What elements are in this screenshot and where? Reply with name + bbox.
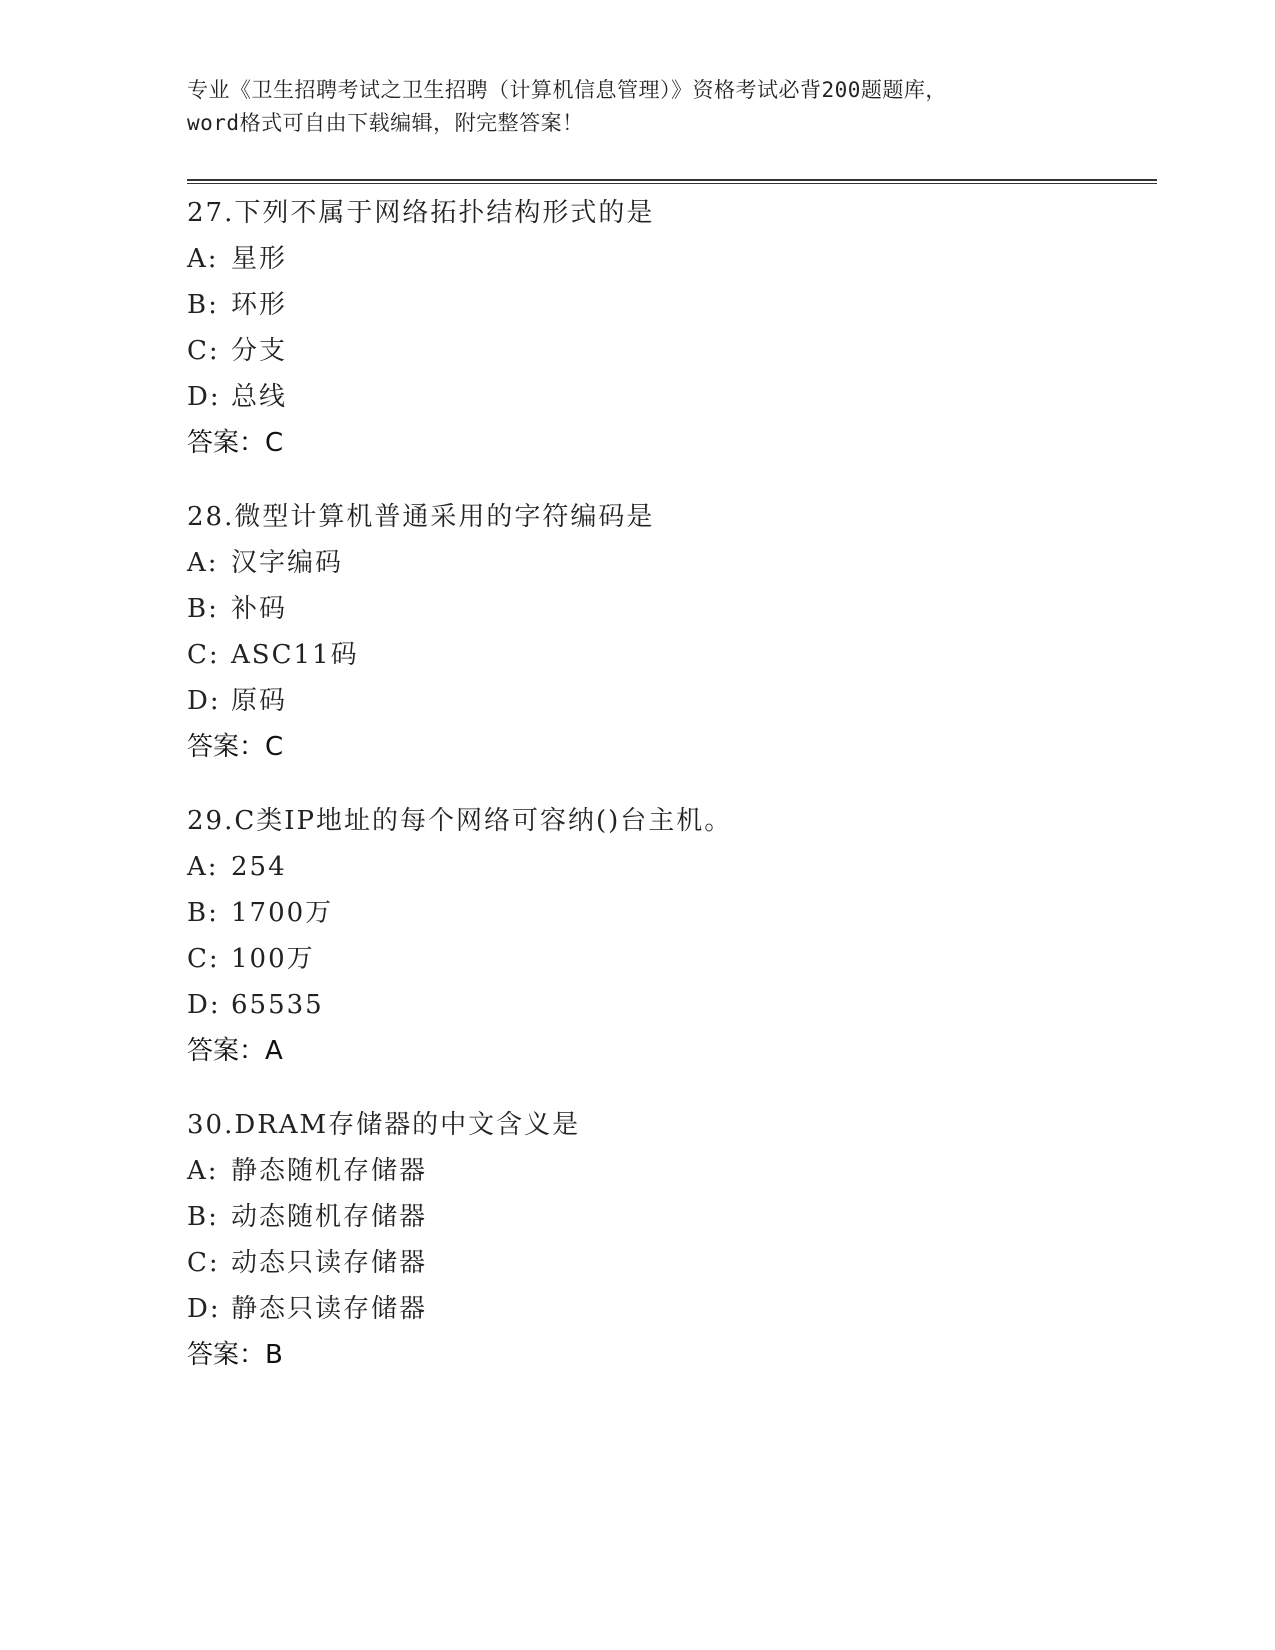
option-letter: D: [187, 382, 221, 412]
question-title: 30.DRAM存储器的中文含义是 [187, 1110, 581, 1140]
option-c [187, 1240, 1157, 1286]
option-b [187, 586, 1157, 632]
option-c [187, 936, 1157, 982]
option-d [187, 982, 1157, 1028]
option-d [187, 374, 1157, 420]
option-letter: C: [187, 1248, 220, 1278]
answer-line: 答案：A [187, 1036, 283, 1066]
option-b [187, 1194, 1157, 1240]
answer-line: 答案：C [187, 732, 284, 762]
answer-line: 答案：B [187, 1340, 283, 1370]
option-letter: D: [187, 990, 221, 1020]
option-text: 静态随机存储器 [231, 1156, 428, 1186]
question-30 [187, 1102, 1157, 1378]
option-text: 静态只读存储器 [231, 1294, 428, 1324]
option-letter: A: [187, 548, 219, 578]
option-letter: C: [187, 336, 220, 366]
question-title: 27.下列不属于网络拓扑结构形式的是 [187, 198, 655, 228]
question-title: 28.微型计算机普通采用的字符编码是 [187, 502, 655, 532]
option-text: 动态只读存储器 [231, 1248, 428, 1278]
option-text: 总线 [231, 382, 288, 412]
option-letter: D: [187, 686, 221, 716]
option-letter: A: [187, 852, 219, 882]
option-c [187, 632, 1157, 678]
option-letter: C: [187, 944, 220, 974]
option-letter: B: [187, 1202, 219, 1232]
option-a [187, 540, 1157, 586]
answer-line: 答案：C [187, 428, 284, 458]
question-29 [187, 798, 1157, 1074]
option-d [187, 1286, 1157, 1332]
option-text: 动态随机存储器 [231, 1202, 428, 1232]
option-letter: D: [187, 1294, 221, 1324]
option-letter: B: [187, 290, 219, 320]
option-text: 原码 [231, 686, 288, 716]
option-b [187, 890, 1157, 936]
question-28 [187, 494, 1157, 770]
option-b [187, 282, 1157, 328]
option-letter: C: [187, 640, 220, 670]
option-d [187, 678, 1157, 724]
option-a [187, 844, 1157, 890]
question-title: 29.C类IP地址的每个网络可容纳()台主机。 [187, 806, 733, 836]
header-line-1: 专业《卫生招聘考试之卫生招聘（计算机信息管理）》资格考试必背200题题库， [187, 78, 947, 102]
option-text: 65535 [231, 990, 324, 1020]
option-text: 100万 [231, 944, 315, 974]
option-letter: A: [187, 1156, 219, 1186]
option-text: 1700万 [231, 898, 334, 928]
option-letter: B: [187, 898, 219, 928]
header-divider [187, 179, 1157, 184]
option-text: 补码 [231, 594, 288, 624]
option-text: 分支 [231, 336, 288, 366]
question-list [187, 190, 1157, 1406]
option-text: ASC11码 [231, 640, 359, 670]
option-a [187, 1148, 1157, 1194]
option-text: 环形 [231, 290, 288, 320]
option-letter: A: [187, 244, 219, 274]
option-c [187, 328, 1157, 374]
option-text: 汉字编码 [231, 548, 344, 578]
question-27 [187, 190, 1157, 466]
option-letter: B: [187, 594, 219, 624]
option-a [187, 236, 1157, 282]
header-line-2: word格式可自由下载编辑，附完整答案！ [187, 111, 584, 135]
document-header [187, 74, 1157, 140]
option-text: 星形 [231, 244, 288, 274]
option-text: 254 [231, 852, 287, 882]
